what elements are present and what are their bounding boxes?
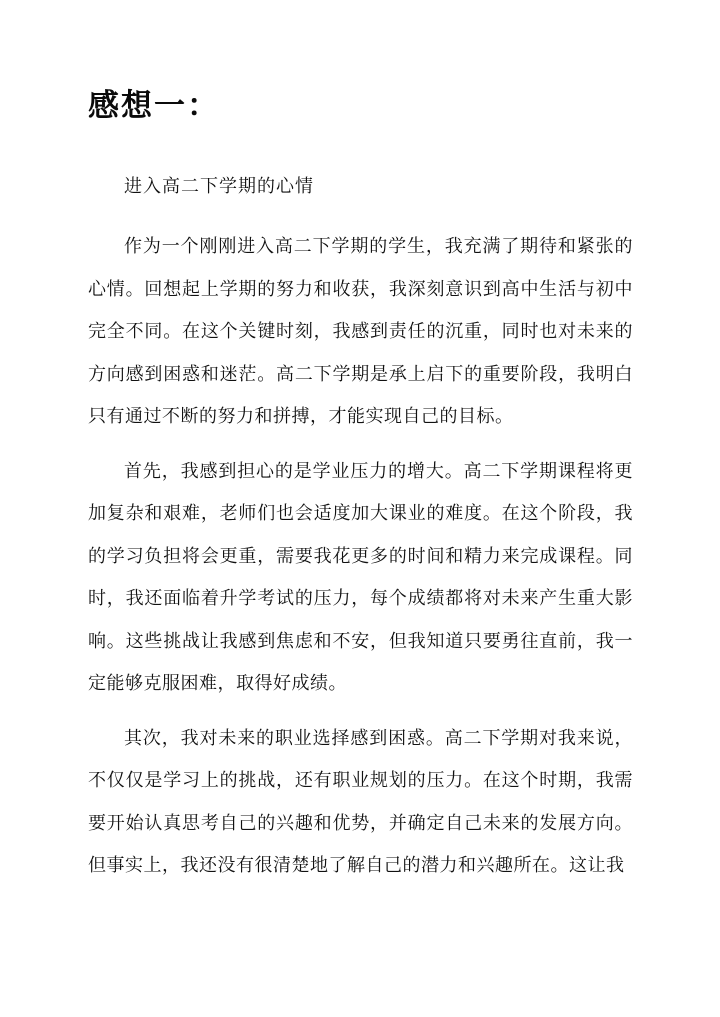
paragraph: 作为一个刚刚进入高二下学期的学生，我充满了期待和紧张的心情。回想起上学期的努力和收获，我深刻意识到高中生活与初中完全不同。在这个关键时刻，我感到责任的沉重，同时也对未来的方向感到困惑和迷茫。高二下学期是承上启下的重要阶段，我明白只有通过不断的努力和拼搏，才能实现自己的目标。 bbox=[88, 236, 633, 427]
body-text bbox=[88, 226, 633, 900]
page-title: 感想一： bbox=[88, 88, 220, 124]
paragraph: 其次，我对未来的职业选择感到困惑。高二下学期对我来说，不仅仅是学习上的挑战，还有职业规划的压力。在这个时期，我需要开始认真思考自己的兴趣和优势，并确定自己未来的发展方向。但事实上，我还没有很清楚地了解自己的潜力和兴趣所在。这让我 bbox=[88, 727, 633, 876]
paragraph: 首先，我感到担心的是学业压力的增大。高二下学期课程将更加复杂和艰难，老师们也会适度加大课业的难度。在这个阶段，我的学习负担将会更重，需要我花更多的时间和精力来完成课程。同时，我还面临着升学考试的压力，每个成绩都将对未来产生重大影响。这些挑战让我感到焦虑和不安，但我知道只要勇往直前，我一定能够克服困难，取得好成绩。 bbox=[88, 460, 633, 694]
section-subtitle: 进入高二下学期的心情 bbox=[124, 176, 314, 197]
